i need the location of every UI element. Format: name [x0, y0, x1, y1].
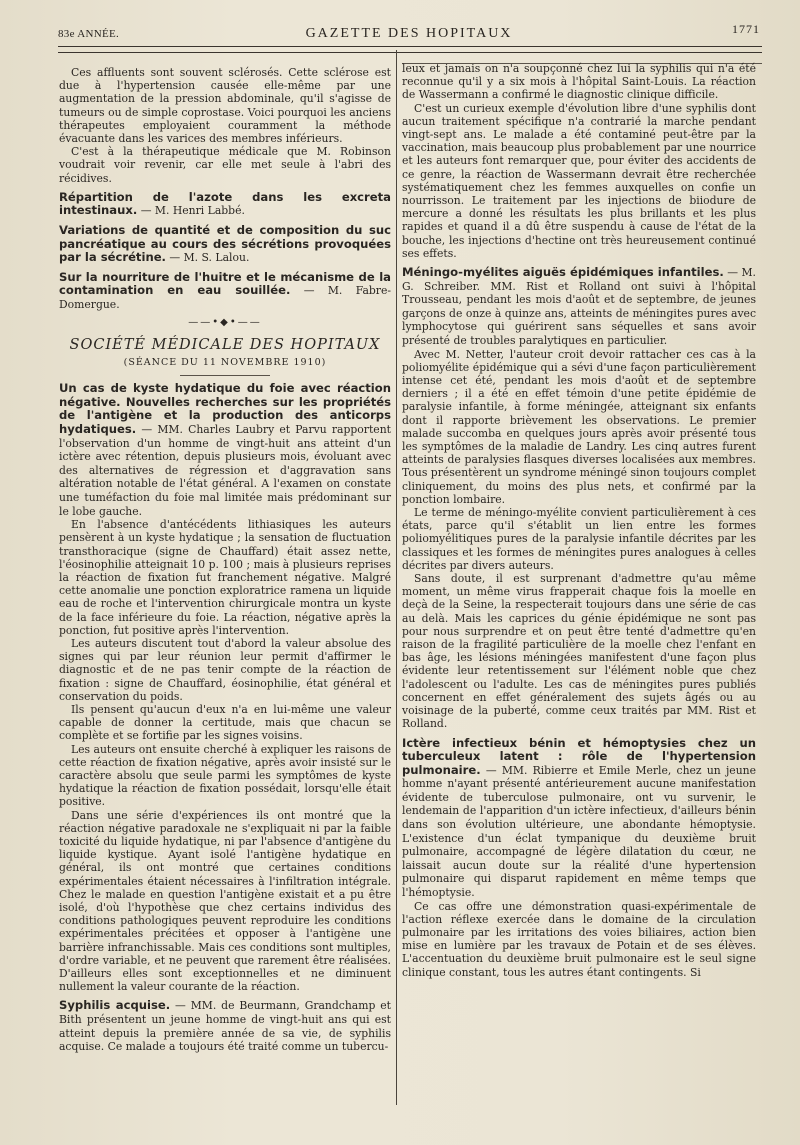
page-header	[58, 22, 760, 46]
paragraph: Sans doute, il est surprenant d'admettre qu'au même moment, un même virus frapperait chaque fois la moelle en deçà de la Seine, la respecterait toujours dans une série de cas au delà. Mais les caprices du génie épidémique ne sont pas pour nous surprendre et on peut être tenté d'admettre qu'en raison de la fragilité particulière de la moelle chez l'enfant en bas âge, les lésions méningées manifestent d'une façon plus évidente leur retentissement sur l'élément noble que chez l'adolescent ou l'adulte. Les cas de méningites pures publiés concernent en effet généralement des sujets âgés ou au voisinage de la puberté, comme ceux traités par MM. Rist et Rolland.	[402, 572, 756, 731]
right-column	[402, 62, 756, 979]
section-heading	[402, 737, 756, 900]
society-title: SOCIÉTÉ MÉDICALE DES HOPITAUX	[69, 336, 381, 353]
paragraph: Les auteurs ont ensuite cherché à expliquer les raisons de cette réaction de fixation négative, après avoir insisté sur le caractère absolu que seule parmi les symptômes de kyste hydatique la réaction de fixation possédait, lorsqu'elle était positive.	[59, 742, 391, 809]
heading-body: — MM. Ribierre et Emile Merle, chez un jeune homme n'ayant présenté antérieurement aucune manifestation évidente de tuberculose pulmonaire, ont vu survenir, le lendemain de l'apparition d'un ictère infectieux, d'ailleurs bénin dans son évolution ultérieure, une abondante hémoptysie. L'existence d'un éclat tympanique du deuxième bruit pulmonaire, accompagné de légère dilatation du cœur, ne laissait aucun doute sur la réalité d'une hypertension pulmonaire qui disparut rapidement en même temps que l'hémoptysie.	[402, 763, 756, 900]
section-heading	[59, 382, 391, 518]
paragraph: Le terme de méningo-myélite convient particulièrement à ces états, parce qu'il s'établit un lien entre les formes poliomyélitiques pures de la paralysie infantile décrites par les classiques et les formes de méningites pures analogues à celles décrites par divers auteurs.	[402, 506, 756, 572]
header-rule-thin	[58, 52, 762, 53]
heading-title: Sur la nourriture de l'huitre et le mécanisme de la contamination en eau souillée.	[59, 269, 391, 298]
heading-title: Répartition de l'azote dans les excreta intestinaux.	[59, 189, 391, 218]
paragraph: C'est à la thérapeutique médicale que M. Robinson voudrait voir revenir, car elle met seule à l'abri des récidives.	[59, 145, 391, 185]
paragraph: Les auteurs discutent tout d'abord la valeur absolue des signes qui par leur réunion leur permit d'affirmer le diagnostic et de ne pas tenir compte de la réaction de fixation : signe de Chauffard, éosinophilie, état général et conservation du poids.	[59, 636, 391, 703]
heading-title: Variations de quantité et de composition du suc pancréatique au cours des sécrétions provoquées par la sécrétine.	[59, 223, 391, 265]
heading-author: — M. Henri Labbé.	[137, 204, 245, 218]
section-heading	[59, 191, 391, 218]
paragraph: Ce cas offre une démonstration quasi-expérimentale de l'action réflexe exercée dans le domaine de la circulation pulmonaire par les irritations des voies biliaires, action bien mise en lumière par les travaux de Potain et de ses élèves. L'accentuation du deuxième bruit pulmonaire est le seul signe clinique constant, tous les autres étant contingents. Si	[402, 899, 756, 979]
year-label: 83e ANNÉE.	[58, 28, 120, 40]
section-heading	[402, 266, 756, 348]
heading-body: — M. G. Schreiber. MM. Rist et Rolland ont suivi à l'hôpital Trousseau, pendant les mois d'août et de septembre, de jeunes garçons de onze à quinze ans, atteints de méningites pures avec lymphocytose qui guérirent sans séquelles et sans avoir présenté de troubles paralytiques en particulier.	[402, 266, 756, 348]
short-rule	[180, 375, 270, 376]
heading-author: — M. S. Lalou.	[165, 251, 250, 265]
section-heading	[59, 999, 391, 1053]
section-heading	[59, 224, 391, 265]
journal-title: GAZETTE DES HOPITAUX	[305, 26, 513, 41]
page-number: 1771	[732, 22, 760, 36]
heading-title: Méningo-myélites aiguës épidémiques infantiles.	[402, 265, 724, 280]
heading-body: — MM. de Beurmann, Grandchamp et Bith présentent un jeune homme de vingt-huit ans qui est atteint depuis la première année de sa vie, de syphilis acquise. Ce malade a toujours été traité comme un tubercu-	[59, 999, 391, 1054]
paragraph: En l'absence d'antécédents lithiasiques les auteurs pensèrent à un kyste hydatique ; la sensation de fluctuation transthoracique (signe de Chauffard) était assez nette, l'éosinophilie atteignait 10 p. 100 ; mais à plusieurs reprises la réaction de fixation fut franchement négative. Malgré cette anomalie une ponction exploratrice ramena un liquide eau de roche et l'intervention chirurgicale montra un kyste de la face inférieure du foie. La réaction, négative après la ponction, fut positive après l'intervention.	[59, 518, 391, 637]
session-date: (SÉANCE DU 11 NOVEMBRE 1910)	[123, 356, 327, 368]
header-rule	[58, 46, 762, 47]
heading-title: Syphilis acquise.	[59, 998, 171, 1013]
paragraph: leux et jamais on n'a soupçonné chez lui la syphilis qui n'a été reconnue qu'il y a six mois à l'hôpital Saint-Louis. La réaction de Wassermann a confirmé le diagnostic clinique difficile.	[402, 62, 756, 102]
paragraph: C'est un curieux exemple d'évolution libre d'une syphilis dont aucun traitement spécifique n'a contrarié la marche pendant vingt-sept ans. Le malade a été contaminé peut-être par la vaccination, mais beaucoup plus probablement par une nourrice et les auteurs font remarquer que, pour éviter des accidents de ce genre, la réaction de Wassermann devrait être recherchée systématiquement chez les femmes auxquelles on confie un nourrisson. Le traitement par les injections de biiodure de mercure a donné les résultats les plus brillants et les plus rapides et quand il a dû être suspendu à cause de l'état de la bouche, les injections d'hectine ont très heureusement continué ses effets.	[402, 101, 756, 260]
paragraph: Ces affluents sont souvent sclérosés. Cette sclérose est due à l'hypertension causée elle-même par une augmentation de la pression abdominale, qu'il s'agisse de tumeurs ou de simple coprostase. Voici pourquoi les anciens thérapeutes employaient couramment la méthode évacuante dans les varices des membres inférieurs.	[59, 66, 391, 146]
paragraph: Dans une série d'expériences ils ont montré que la réaction négative paradoxale ne s'expliquait ni par la faible toxicité du liquide hydatique, ni par l'absence d'antigène du liquide kystique. Ayant isolé l'antigène hydatique en général, ils ont montré que certaines conditions expérimentales étaient nécessaires à l'infiltration intégrale. Chez le malade en question l'antigène existait et a pu être isolé, d'où l'hypothèse que chez certains individus des conditions pathologiques peuvent reproduire les conditions expérimentales précitées et opposer à l'antigène une barrière infranchissable. Mais ces conditions sont multiples, d'ordre variable, et ne peuvent que rarement être réalisées. D'ailleurs elles sont exceptionnelles et ne diminuent nullement la valeur courante de la réaction.	[59, 808, 391, 994]
column-divider	[396, 50, 397, 1105]
section-heading	[59, 271, 391, 312]
heading-title: Un cas de kyste hydatique du foie avec réaction négative. Nouvelles recherches sur les propriétés de l'antigène et la production des anticorps hydatiques.	[59, 381, 391, 436]
section-ornament: ——•◆•——	[188, 316, 262, 328]
heading-body: — MM. Charles Laubry et Parvu rapportent l'observation d'un homme de vingt-huit ans atteint d'un ictère avec rétention, depuis plusieurs mois, évoluant avec des alternatives de régression et d'aggravation sans altération notable de l'état général. A l'examen on constate une tuméfaction du foie mal limitée mais prédominant sur le lobe gauche.	[59, 422, 391, 518]
heading-author: — M. Fabre-Domergue.	[59, 284, 391, 311]
paragraph: Ils pensent qu'aucun d'eux n'a en lui-même une valeur capable de donner la certitude, mais que chacun se complète et se fortifie par les signes voisins.	[59, 702, 391, 743]
paragraph: Avec M. Netter, l'auteur croit devoir rattacher ces cas à la poliomyélite épidémique qui a sévi d'une façon particulièrement intense cet été, pendant les mois d'août et de septembre derniers ; il a été en effet témoin d'une petite épidémie de paralysie infantile, à forme méningée, atteignant six enfants dont il rapporte brièvement les observations. Le premier malade succomba en quelques jours après avoir présenté tous les symptômes de la maladie de Landry. Les cinq autres furent atteints de paralysies flasques diverses localisées aux membres. Tous présentèrent un syndrome méningé sinon toujours complet cliniquement, du moins des plus nets, et confirmé par la ponction lombaire.	[402, 347, 756, 506]
heading-title: Ictère infectieux bénin et hémoptysies chez un tuberculeux latent : rôle de l'hypertension pulmonaire.	[402, 735, 756, 777]
left-column	[59, 66, 391, 1054]
